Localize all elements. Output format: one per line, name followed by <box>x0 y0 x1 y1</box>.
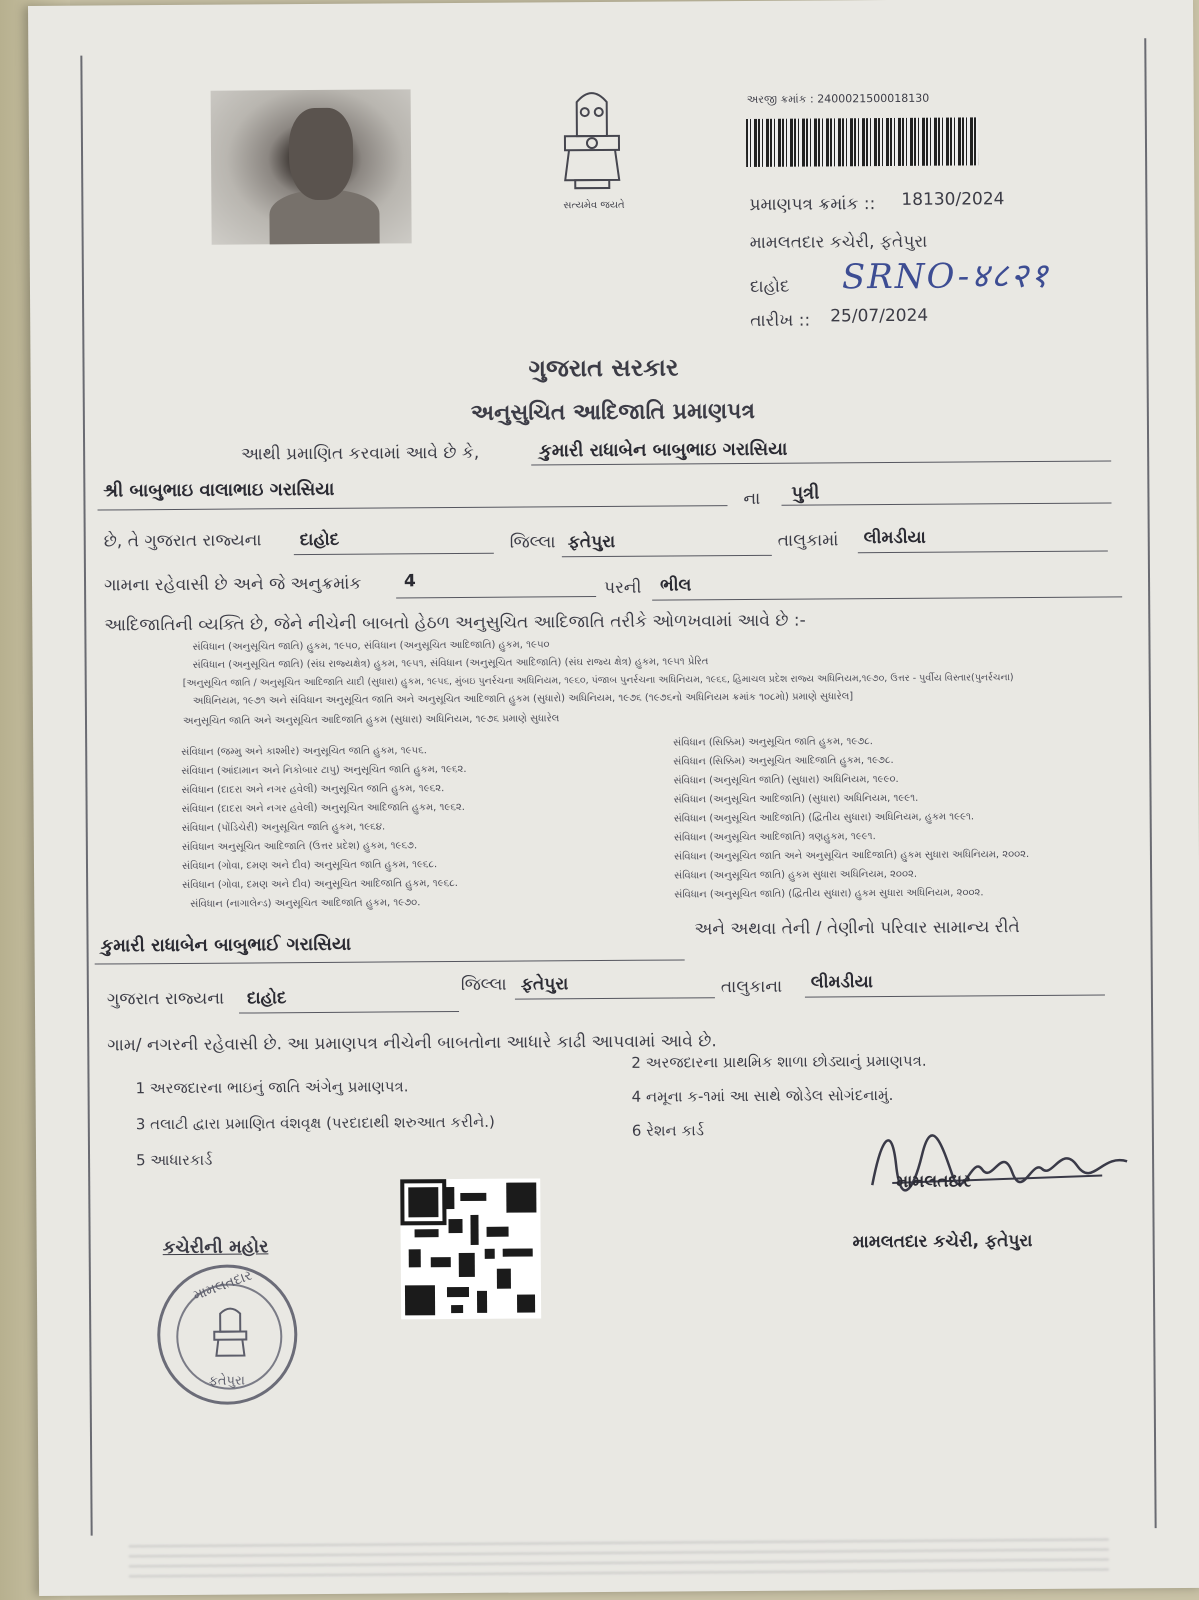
barcode <box>746 117 978 167</box>
applicant-photo <box>211 89 412 244</box>
certificate-paper <box>28 0 1199 1596</box>
family-district-label: જિલ્લા <box>460 974 507 996</box>
office-stamp <box>157 1264 298 1405</box>
signature <box>862 1123 1133 1205</box>
law-left-item: સંવિધાન (દાદરા અને નગર હવેલી) અનુસૂચિત જાતિ હુકમ, ૧૯૬૨. <box>181 783 445 796</box>
village: લીમડીયા <box>863 527 926 549</box>
certificate-title: અનુસુચિત આદિજાતિ પ્રમાણપત્ર <box>470 398 756 426</box>
stamp-emblem-icon <box>208 1305 252 1361</box>
law-left-item: સંવિધાન (આંદામાન અને નિકોબાર ટાપુ) અનુસૂચિત જાતિ હુકમ, ૧૯૬૨. <box>181 763 467 777</box>
parent-name: શ્રી બાબુભાઇ વાલાભાઇ ગરાસિયા <box>103 478 335 502</box>
on-label: પરની <box>604 577 642 598</box>
state-text: છે, તે ગુજરાત રાજ્યના <box>103 530 262 552</box>
right-margin-line <box>1144 38 1156 1528</box>
application-number: અરજી ક્રમાંક : 2400021500018130 <box>746 91 930 106</box>
family-taluka-label: તાલુકાના <box>720 976 783 998</box>
certificate-number-label: પ્રમાણપત્ર ક્રમાંક :: <box>749 194 876 215</box>
date-label: તારીખ :: <box>750 310 811 331</box>
tribe-line <box>652 596 1122 600</box>
body-district: દાહોદ <box>299 529 340 551</box>
village-line <box>858 550 1108 553</box>
family-taluka-district: ફતેપુરા <box>520 974 569 995</box>
law-line: અનુસૂચિત જાતિ અને અનુસૂચિત આદિજાતિ હુકમ (સુધારા) અધિનિયમ, ૧૯૭૬ પ્રમાણે સુધારેલ <box>182 713 560 727</box>
document-item: 5 આધારકાર્ડ <box>135 1150 213 1170</box>
serial-number: 4 <box>403 571 416 592</box>
law-right-item: સંવિધાન (અનુસૂચિત જાતિ અને અનુસૂચિત આદિજાતિ) હુકમ સુધારા અધિનિયમ, ૨૦૦૨. <box>673 849 1030 863</box>
law-right-item: સંવિધાન (સિક્કિમ) અનુસૂચિત જાતિ હુકમ, ૧૯૭૮. <box>673 736 873 749</box>
family-village-line <box>805 995 1105 998</box>
taluka-district: ફતેપુરા <box>567 531 616 553</box>
law-left-item: સંવિધાન (દાદરા અને નગર હવેલી) અનુસૂચિત આદિજાતિ હુકમ, ૧૯૬૨. <box>181 801 465 815</box>
handwritten-serial: SRNO-४८२१ <box>841 255 1051 298</box>
issue-date: 25/07/2024 <box>830 305 929 327</box>
stamp-bottom-text: ફતેપુરા <box>208 1373 245 1389</box>
applicant-name-line <box>531 460 1111 465</box>
law-right-item: સંવિધાન (અનુસૂચિત આદિજાતિ) ત્રણહુકમ, ૧૯૯૧. <box>673 831 876 844</box>
family-member-name: કુમારી રાધાબેન બાબુભાઈ ગરાસિયા <box>100 933 352 957</box>
resident-text: ગામના રહેવાસી છે અને જે અનુક્રમાંક <box>103 573 362 596</box>
certificate-number: 18130/2024 <box>901 189 1005 210</box>
tribe-name: ભીલ <box>659 575 692 596</box>
law-left-item: સંવિધાન (જમ્મુ અને કાશ્મીર) અનુસૂચિત જાતિ હુકમ, ૧૯૫૬. <box>181 745 427 758</box>
relation-prefix: ના <box>743 488 761 510</box>
district-line <box>294 553 494 555</box>
document-item: 3 તલાટી દ્વારા પ્રમાણિત વંશવૃક્ષ (પરદાદાથી શરુઆત કરીને.) <box>135 1112 495 1134</box>
serial-line <box>396 596 596 598</box>
law-line: સંવિધાન (અનુસૂચિત જાતિ) (સંઘ રાજ્યક્ષેત્ર) હુકમ, ૧૯૫૧, સંવિધાન (અનુસૂચિત આદિજાતિ) (સંઘ રાજ્ય ક્ષેત્ર) હુકમ, ૧૯૫૧ પ્રેરિત <box>192 656 709 671</box>
law-left-item: સંવિધાન (પોંડિચેરી) અનુસૂચિત જાતિ હુકમ, ૧૯૬૪. <box>181 821 386 834</box>
law-right-item: સંવિધાન (અનુસૂચિત જાતિ) (સુધારા) અધિનિયમ, ૧૯૯૦. <box>673 773 899 787</box>
family-state-text: ગુજરાત રાજ્યના <box>106 988 225 1010</box>
family-village: લીમડીયા <box>810 972 873 993</box>
family-taluka-line <box>515 997 715 999</box>
law-right-item: સંવિધાન (અનુસૂચિત જાતિ) હુકમ સુધારા અધિનિયમ, ૨૦૦૨. <box>674 868 918 882</box>
law-left-item: સંવિધાન (નાગાલેન્ડ) અનુસૂચિત આદિજાતિ હુકમ, ૧૯૭૦. <box>190 897 421 910</box>
law-right-item: સંવિધાન (અનુસૂચિત આદિજાતિ) (સુધારા) અધિનિયમ, ૧૯૯૧. <box>673 792 919 806</box>
signatory-title: મામલતદાર <box>896 1171 972 1192</box>
law-left-item: સંવિધાન અનુસૂચિત આદિજાતિ (ઉત્તર પ્રદેશ) હુકમ, ૧૯૬૭. <box>181 840 418 853</box>
national-emblem-icon <box>547 82 638 213</box>
header-district: દાહોદ <box>749 276 790 297</box>
recognized-text: આદિજાતિની વ્યક્તિ છે, જેને નીચેની બાબતો હેઠળ અનુસુચિત આદિજાતિ તરીકે ઓળખવામાં આવે છે :- <box>104 610 806 636</box>
document-item: 4 નમૂના ક-૧માં આ સાથે જોડેલ સોગંદનામું. <box>631 1085 894 1106</box>
government-title: ગુજરાત સરકાર <box>528 353 679 383</box>
family-district-line <box>239 1011 459 1014</box>
district-label: જિલ્લા <box>509 532 556 553</box>
issuing-office: મામલતદાર કચેરી, ફતેપુરા <box>749 231 928 253</box>
parent-name-line <box>98 505 728 510</box>
document-item: 1 અરજદારના ભાઇનું જાતિ અંગેનુ પ્રમાણપત્ર. <box>135 1077 409 1098</box>
taluka-district-line <box>562 555 772 557</box>
law-right-item: સંવિધાન (અનુસૂચિત આદિજાતિ) (દ્વિતીય સુધારા) અધિનિયમ, હુકમ ૧૯૯૧. <box>673 811 975 825</box>
law-line: સંવિધાન (અનુસૂચિત જાતિ) હુકમ, ૧૯૫૦, સંવિધાન (અનુસૂચિત આદિજાતિ) હુકમ, ૧૯૫૦ <box>192 639 550 653</box>
law-left-item: સંવિધાન (ગોવા, દમણ અને દીવ) અનુસૂચિત જાતિ હુકમ, ૧૯૬૮. <box>181 859 438 872</box>
emblem-caption: સત્યમેવ જયતે <box>563 199 625 212</box>
qr-code <box>400 1178 541 1319</box>
office-seal-label: કચેરીની મહોર <box>162 1236 269 1259</box>
law-line: [અનુસૂચિત જાતિ / અનુસૂચિત આદિજાતિ યાદી (સુધારા) હુકમ, ૧૯૫૬, મુંબઇ પુનર્રચના અધિનિયમ, ૧૯૬૦, પંજાબ પુનર્રચના અધિનિયમ, ૧૯૬૬, હિમાચલ પ્રદેશ રાજ્ય અધિનિયમ,૧૯૭૦, ઉત્તર - પુર્વીય વિસ્તાર(પુનર્રચના) <box>182 672 1014 689</box>
relation-line <box>782 502 1112 505</box>
law-line: અધિનિયમ, ૧૯૭૧ અને સંવિધાન અનુસૂચિત જાતિ અને અનુસૂચિત આદિજાતિ હુકમ (સુધારો) અધિનિયમ, ૧૯૭૬ (૧૯૭૬નો અધિનિયમ ક્રમાંક ૧૦૮મો) પ્રમાણે સુધારેલ] <box>192 691 854 707</box>
law-right-item: સંવિધાન (સિક્કિમ) અનુસૂચિત આદિજાતિ હુકમ, ૧૯૭૮. <box>673 754 894 768</box>
document-item: 2 અરજદારના પ્રાથમિક શાળા છોડ્યાનું પ્રમાણપત્ર. <box>631 1051 927 1072</box>
law-left-item: સંવિધાન (ગોવા, દમણ અને દીવ) અનુસૂચિત આદિજાતિ હુકમ, ૧૯૬૮. <box>182 878 458 891</box>
certify-text: આથી પ્રમાણિત કરવામાં આવે છે કે, <box>241 442 480 465</box>
footnote-blurred <box>129 1538 1109 1585</box>
taluka-label: તાલુકામાં <box>777 530 839 551</box>
family-name-line <box>95 959 685 964</box>
signatory-office: મામલતદાર કચેરી, ફતેપુરા <box>852 1231 1033 1253</box>
stamp-top-text: મામલતદાર <box>191 1267 255 1304</box>
applicant-name: કુમારી રાધાબેન બાબુભાઇ ગરાસિયા <box>539 438 788 462</box>
family-text: અને અથવા તેની / તેણીનો પરિવાર સામાન્ય રીતે <box>694 917 1020 940</box>
basis-text: ગામ/ નગરની રહેવાસી છે. આ પ્રમાણપત્ર નીચેની બાબતોના આધારે કાઢી આપવામાં આવે છે. <box>107 1031 717 1056</box>
law-right-item: સંવિધાન (અનુસૂચિત જાતિ) (દ્વિતીય સુધારા) હુકમ સુધારા અધિનિયમ, ૨૦૦૨. <box>674 887 984 901</box>
left-margin-line <box>80 56 92 1536</box>
document-item: 6 રેશન કાર્ડ <box>631 1121 705 1140</box>
relation: પુત્રી <box>791 482 820 504</box>
family-district: દાહોદ <box>246 988 287 1009</box>
